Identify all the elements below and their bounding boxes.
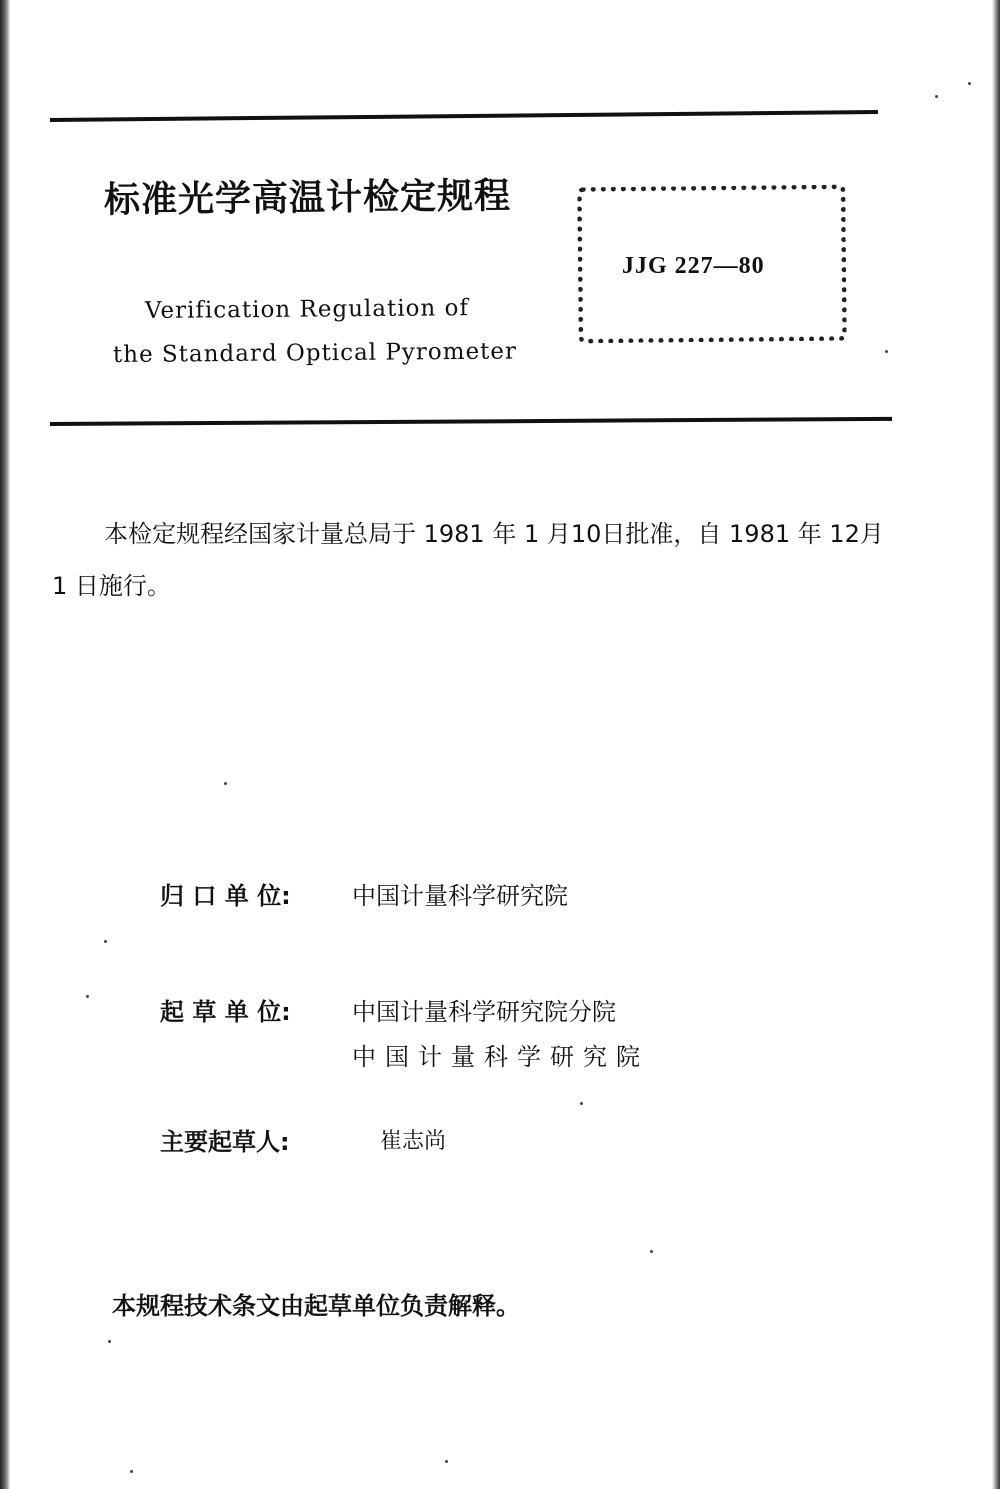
responsible-unit-value: 中国计量科学研究院 <box>352 882 568 910</box>
scan-speck <box>130 1470 133 1473</box>
approval-statement: 本检定规程经国家计量总局于 1981 年 1 月10日批准，自 1981 年 12月 1 日施行。 <box>52 520 884 600</box>
document-title-english-line-1: Verification Regulation of <box>144 295 470 324</box>
header-top-rule <box>50 110 878 122</box>
drafting-unit-label: 起 草 单 位: <box>160 998 291 1026</box>
scan-speck <box>108 1340 111 1343</box>
interpretation-note: 本规程技术条文由起草单位负责解释。 <box>112 1292 520 1320</box>
header-bottom-rule <box>50 417 892 426</box>
scan-left-edge <box>0 0 10 1489</box>
document-title-english-line-2: the Standard Optical Pyrometer <box>112 338 518 368</box>
drafting-unit-value-1: 中国计量科学研究院分院 <box>352 998 616 1026</box>
responsible-unit-label: 归 口 单 位: <box>160 882 291 910</box>
scan-speck <box>104 940 107 943</box>
scan-speck <box>650 1250 653 1253</box>
document-title-chinese: 标准光学高温计检定规程 <box>103 175 512 221</box>
main-drafter-value: 崔志尚 <box>380 1129 447 1154</box>
scan-speck <box>86 995 89 998</box>
scan-speck <box>935 95 938 98</box>
scan-right-edge <box>992 0 1000 1489</box>
main-drafter-label: 主要起草人: <box>160 1128 290 1156</box>
scan-speck <box>580 1102 583 1105</box>
scan-speck <box>224 782 227 785</box>
drafting-unit-value-2: 中国计量科学研究院 <box>352 1043 649 1071</box>
scan-speck <box>445 1460 448 1463</box>
scan-speck <box>885 350 888 353</box>
standard-code: JJG 227—80 <box>622 253 765 279</box>
scan-speck <box>968 82 971 85</box>
